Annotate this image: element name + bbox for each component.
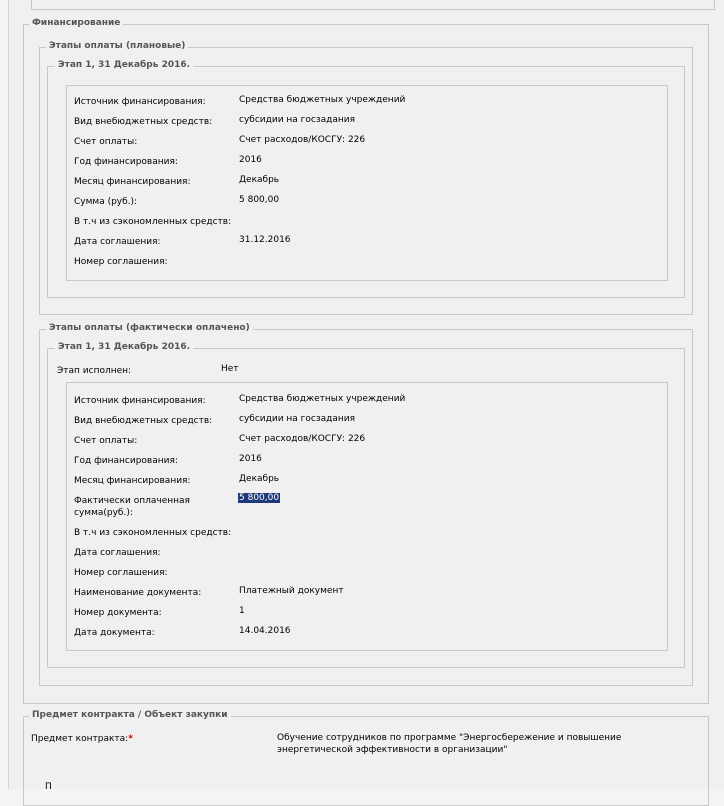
actual-value-account: Счет расходов/КОСГУ: 226 — [239, 434, 366, 444]
actual-value-document-date: 14.04.2016 — [239, 626, 291, 636]
planned-label-month: Месяц финансирования: — [74, 177, 191, 187]
actual-label-source: Источник финансирования: — [74, 396, 206, 406]
actual-label-agreement-number: Номер соглашения: — [74, 568, 168, 578]
actual-value-document-name: Платежный документ — [239, 586, 344, 596]
actual-label-year: Год финансирования: — [74, 456, 178, 466]
actual-label-fund-type: Вид внебюджетных средств: — [74, 416, 213, 426]
required-mark: * — [128, 734, 133, 744]
actual-label-account: Счет оплаты: — [74, 436, 138, 446]
contract-subject-value-line1: Обучение сотрудников по программе "Энергосбережение и повышение — [277, 733, 622, 743]
actual-label-paid-sum: Фактически оплаченная — [74, 496, 190, 506]
actual-label-document-date: Дата документа: — [74, 628, 155, 638]
financing-legend: Финансирование — [29, 18, 123, 28]
stage-done-value: Нет — [221, 364, 239, 374]
planned-label-fund-type: Вид внебюджетных средств: — [74, 117, 213, 127]
cut-off-label: П — [45, 782, 52, 792]
planned-value-agreement-date: 31.12.2016 — [239, 235, 291, 245]
contract-subject-legend: Предмет контракта / Объект закупки — [29, 710, 231, 720]
actual-value-source: Средства бюджетных учреждений — [239, 394, 406, 404]
actual-value-fund-type: субсидии на госзадания — [239, 414, 356, 424]
planned-label-sum: Сумма (руб.): — [74, 197, 138, 207]
contract-subject-section — [23, 716, 709, 806]
selected-text[interactable]: 5 800,00 — [239, 493, 280, 503]
actual-value-document-number: 1 — [239, 606, 245, 616]
stage-done-label: Этап исполнен: — [57, 366, 132, 376]
planned-stage-legend: Этап 1, 31 Декабрь 2016. — [55, 60, 193, 70]
actual-stage-legend: Этап 1, 31 Декабрь 2016. — [55, 342, 193, 352]
actual-label-paid-sum-line2: сумма(руб.): — [74, 508, 133, 518]
planned-label-year: Год финансирования: — [74, 157, 178, 167]
contract-subject-label — [31, 734, 133, 744]
planned-value-source: Средства бюджетных учреждений — [239, 95, 406, 105]
contract-subject-label-text: Предмет контракта: — [31, 734, 129, 744]
planned-value-sum: 5 800,00 — [239, 195, 280, 205]
planned-label-account: Счет оплаты: — [74, 137, 138, 147]
previous-section-border — [31, 0, 715, 10]
actual-label-savings: В т.ч из сэкономленных средств: — [74, 528, 232, 538]
actual-value-paid-sum[interactable] — [238, 493, 280, 503]
page — [8, 0, 724, 792]
planned-payments-legend: Этапы оплаты (плановые) — [46, 41, 188, 51]
planned-value-fund-type: субсидии на госзадания — [239, 115, 356, 125]
actual-label-document-number: Номер документа: — [74, 608, 162, 618]
actual-label-document-name: Наименование документа: — [74, 588, 202, 598]
planned-value-month: Декабрь — [239, 175, 280, 185]
planned-label-agreement-date: Дата соглашения: — [74, 237, 161, 247]
actual-value-month: Декабрь — [239, 474, 280, 484]
planned-label-source: Источник финансирования: — [74, 97, 206, 107]
planned-label-savings: В т.ч из сэкономленных средств: — [74, 217, 232, 227]
actual-label-agreement-date: Дата соглашения: — [74, 548, 161, 558]
contract-subject-value-line2: энергетической эффективности в организации" — [277, 745, 508, 755]
planned-value-year: 2016 — [239, 155, 262, 165]
actual-label-month: Месяц финансирования: — [74, 476, 191, 486]
planned-label-agreement-number: Номер соглашения: — [74, 257, 168, 267]
actual-payments-legend: Этапы оплаты (фактически оплачено) — [46, 323, 253, 333]
actual-value-year: 2016 — [239, 454, 262, 464]
planned-value-account: Счет расходов/КОСГУ: 226 — [239, 135, 366, 145]
